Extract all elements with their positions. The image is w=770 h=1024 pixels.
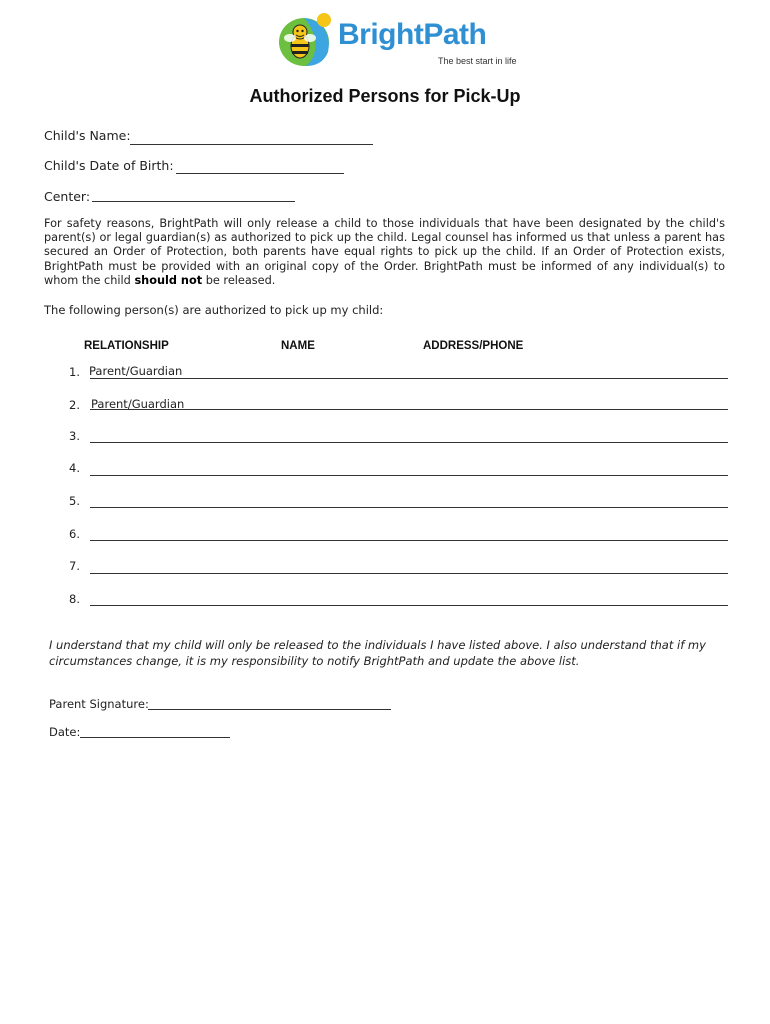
authorized-intro: The following person(s) are authorized to pick up my child: <box>44 303 384 317</box>
brightpath-logo <box>276 12 526 72</box>
brand-name: BrightPath <box>338 18 487 51</box>
row-entry-line[interactable] <box>90 475 728 476</box>
date-label: Date: <box>49 725 81 739</box>
row-entry-line[interactable] <box>90 507 728 508</box>
policy-emphasis: should not <box>134 273 203 287</box>
center-label: Center: <box>44 189 91 204</box>
acknowledgement-statement: I understand that my child will only be released to the individuals I have listed above. I also understand that if my circumstances change, it is my responsibility to notify BrightPath and update the above list. <box>49 638 706 668</box>
row-entry-line[interactable] <box>90 573 728 574</box>
dob-label: Child's Date of Birth: <box>44 158 174 173</box>
row-relationship: Parent/Guardian <box>89 364 183 378</box>
parent-signature-label: Parent Signature: <box>49 697 149 711</box>
brand-tagline: The best start in life <box>438 56 517 66</box>
policy-text-end: be released. <box>202 273 276 287</box>
col-relationship: RELATIONSHIP <box>84 340 169 352</box>
center-field[interactable] <box>92 201 295 202</box>
bee-mascot-icon <box>276 12 340 70</box>
row-relationship: Parent/Guardian <box>91 397 185 411</box>
dob-field[interactable] <box>176 173 344 174</box>
policy-paragraph <box>44 217 725 288</box>
row-number: 3. <box>69 429 80 443</box>
row-number: 4. <box>69 461 80 475</box>
policy-text: For safety reasons, BrightPath will only release a child to those individuals that have been designated by the child's parent(s) or legal guardian(s) as authorized to pick up the child. Legal counsel has informed us that unless a parent has secured an Order of Protection, both parents have equal rights to pick up the child. If an Order of Protection exists, BrightPath must be provided with an original copy of the Order. BrightPath must be informed of any individual(s) to whom the child <box>44 217 725 287</box>
row-number: 2. <box>69 398 80 412</box>
row-entry-line[interactable] <box>90 409 728 410</box>
row-entry-line[interactable] <box>90 442 728 443</box>
child-name-label: Child's Name: <box>44 128 131 143</box>
col-address-phone: ADDRESS/PHONE <box>423 340 524 352</box>
col-name: NAME <box>281 340 315 352</box>
child-name-field[interactable] <box>130 144 373 145</box>
row-number: 7. <box>69 559 80 573</box>
page-title: Authorized Persons for Pick-Up <box>249 86 521 106</box>
row-entry-line[interactable] <box>90 605 728 606</box>
row-entry-line[interactable] <box>90 378 728 379</box>
row-number: 1. <box>69 365 80 379</box>
row-number: 6. <box>69 527 80 541</box>
row-number: 5. <box>69 494 80 508</box>
row-entry-line[interactable] <box>90 540 728 541</box>
row-number: 8. <box>69 592 80 606</box>
date-field[interactable] <box>80 737 230 738</box>
parent-signature-field[interactable] <box>148 709 391 710</box>
